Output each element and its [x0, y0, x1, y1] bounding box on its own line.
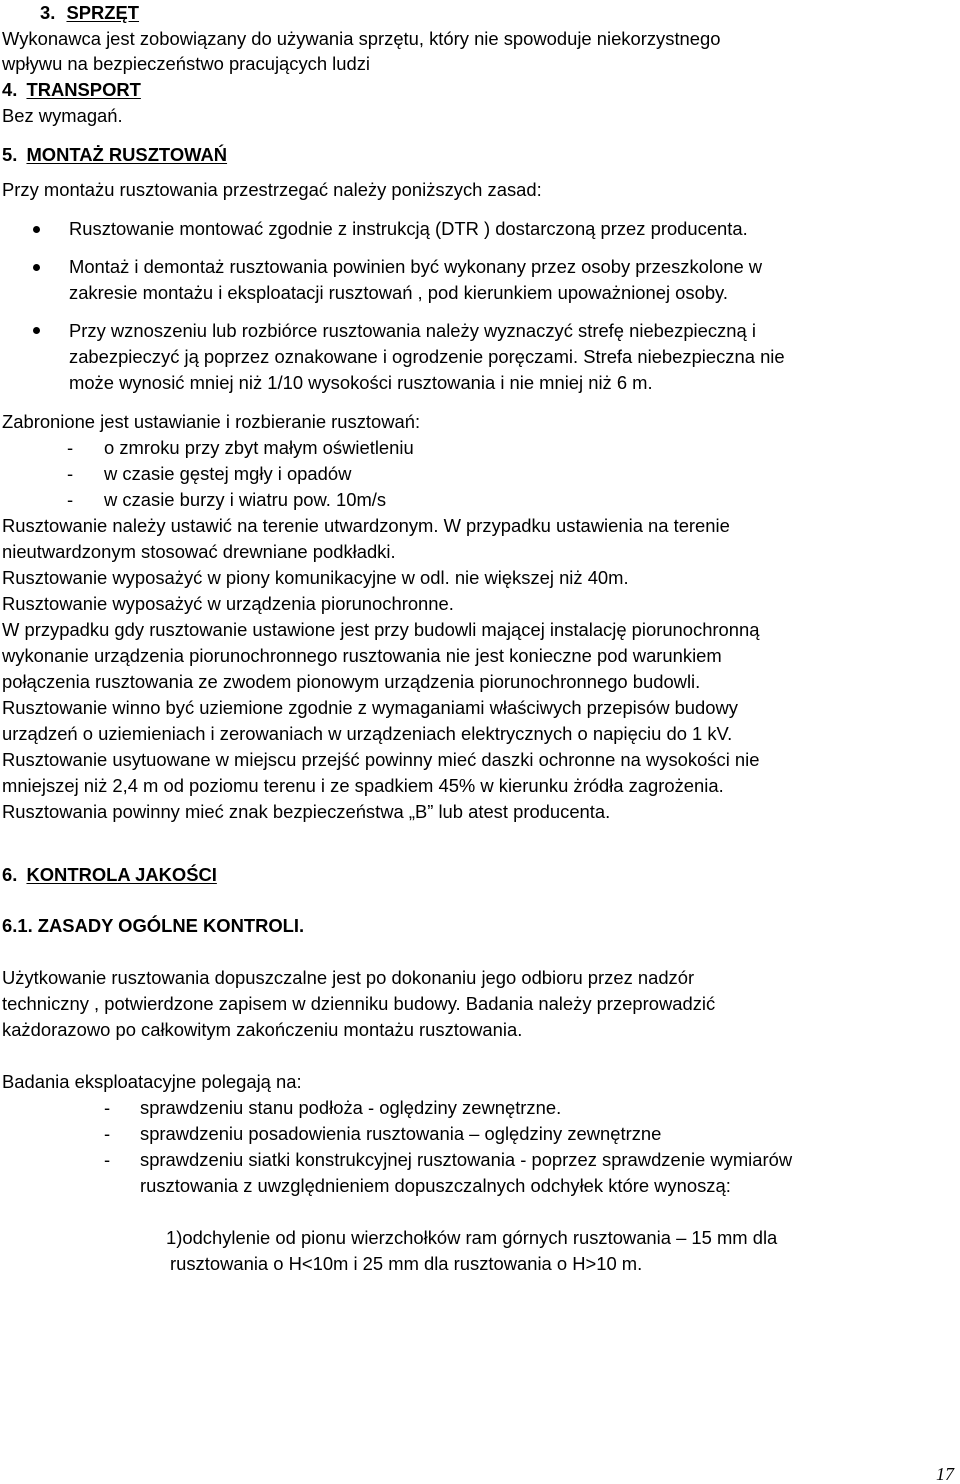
- dash-marker: -: [67, 437, 74, 458]
- section-6-title: KONTROLA JAKOŚCI: [26, 864, 217, 885]
- rule-line: Rusztowanie usytuowane w miejscu przejść powinny mieć daszki ochronne na wysokości nie: [2, 749, 760, 770]
- paragraph-line: techniczny , potwierdzone zapisem w dzienniku budowy. Badania należy przeprowadzić: [2, 993, 716, 1014]
- section-5-heading: [2, 146, 227, 164]
- section-4-title: TRANSPORT: [26, 79, 141, 100]
- section-3-number: 3.: [40, 2, 56, 23]
- rule-bullet-line: Montaż i demontaż rusztowania powinien być wykonany przez osoby przeszkolone w: [69, 256, 763, 277]
- rule-bullet-line: może wynosić mniej niż 1/10 wysokości rusztowania i nie mniej niż 6 m.: [69, 372, 653, 393]
- rule-line: nieutwardzonym stosować drewniane podkładki.: [2, 541, 396, 562]
- section-4-heading: [2, 81, 141, 99]
- section-4-number: 4.: [2, 79, 18, 100]
- paragraph-line: każdorazowo po całkowitym zakończeniu montażu rusztowania.: [2, 1019, 523, 1040]
- rule-line: połączenia rusztowania ze zwodem pionowym urządzenia piorunochronnego budowli.: [2, 671, 701, 692]
- bullet-icon: [33, 327, 40, 334]
- rule-line: urządzeń o uziemieniach i zerowaniach w urządzeniach elektrycznych o napięciu do 1 kV.: [2, 723, 733, 744]
- rule-line: Rusztowania powinny mieć znak bezpieczeństwa „B” lub atest producenta.: [2, 801, 611, 822]
- rule-bullet-line: Przy wznoszeniu lub rozbiórce rusztowania należy wyznaczyć strefę niebezpieczną i: [69, 320, 756, 341]
- section-3-title: SPRZĘT: [66, 2, 140, 23]
- section-5-title: MONTAŻ RUSZTOWAŃ: [26, 144, 228, 165]
- section-5-intro: Przy montażu rusztowania przestrzegać należy poniższych zasad:: [2, 179, 542, 200]
- rule-line: mniejszej niż 2,4 m od poziomu terenu i ze spadkiem 45% w kierunku żródła zagrożenia.: [2, 775, 724, 796]
- rule-line: Rusztowanie wyposażyć w piony komunikacyjne w odl. nie większej niż 40m.: [2, 567, 629, 588]
- bullet-icon: [33, 264, 40, 271]
- page-number: 17: [936, 1464, 954, 1484]
- rule-bullet-line: Rusztowanie montować zgodnie z instrukcją (DTR ) dostarczoną przez producenta.: [69, 218, 748, 239]
- test-item-line: rusztowania z uwzględnieniem dopuszczalnych odchyłek które wynoszą:: [140, 1175, 731, 1196]
- tolerance-line: rusztowania o H<10m i 25 mm dla rusztowania o H>10 m.: [170, 1253, 643, 1274]
- tests-intro: Badania eksploatacyjne polegają na:: [2, 1071, 302, 1092]
- section-3-text-line: wpływu na bezpieczeństwo pracujących ludzi: [2, 53, 371, 74]
- section-5-number: 5.: [2, 144, 18, 165]
- rule-bullet-line: zabezpieczyć ją poprzez oznakowane i ogrodzenie poręczami. Strefa niebezpieczna nie: [69, 346, 785, 367]
- test-item-line: sprawdzeniu stanu podłoża - oględziny zewnętrzne.: [140, 1097, 562, 1118]
- subsection-6-1-heading: 6.1. ZASADY OGÓLNE KONTROLI.: [2, 915, 305, 936]
- prohibited-item: w czasie gęstej mgły i opadów: [104, 463, 352, 484]
- dash-marker: -: [104, 1097, 111, 1118]
- dash-marker: -: [104, 1149, 111, 1170]
- bullet-icon: [33, 226, 40, 233]
- dash-marker: -: [67, 463, 74, 484]
- prohibited-item: o zmroku przy zbyt małym oświetleniu: [104, 437, 414, 458]
- rule-line: Rusztowanie winno być uziemione zgodnie z wymaganiami właściwych przepisów budowy: [2, 697, 738, 718]
- section-3-text-line: Wykonawca jest zobowiązany do używania sprzętu, który nie spowoduje niekorzystnego: [2, 28, 721, 49]
- rule-line: Rusztowanie wyposażyć w urządzenia piorunochronne.: [2, 593, 454, 614]
- rule-line: wykonanie urządzenia piorunochronnego rusztowania nie jest konieczne pod warunkiem: [2, 645, 722, 666]
- section-4-text: Bez wymagań.: [2, 105, 123, 126]
- test-item-line: sprawdzeniu siatki konstrukcyjnej rusztowania - poprzez sprawdzenie wymiarów: [140, 1149, 793, 1170]
- tolerance-line: 1)odchylenie od pionu wierzchołków ram górnych rusztowania – 15 mm dla: [166, 1227, 778, 1248]
- paragraph-line: Użytkowanie rusztowania dopuszczalne jest po dokonaniu jego odbioru przez nadzór: [2, 967, 695, 988]
- prohibited-intro: Zabronione jest ustawianie i rozbieranie rusztowań:: [2, 411, 421, 432]
- section-6-heading: [2, 866, 217, 884]
- rule-line: Rusztowanie należy ustawić na terenie utwardzonym. W przypadku ustawienia na terenie: [2, 515, 730, 536]
- prohibited-item: w czasie burzy i wiatru pow. 10m/s: [104, 489, 387, 510]
- dash-marker: -: [104, 1123, 111, 1144]
- section-3-heading: [40, 4, 139, 22]
- rule-line: W przypadku gdy rusztowanie ustawione jest przy budowli mającej instalację piorunochronną: [2, 619, 760, 640]
- section-6-number: 6.: [2, 864, 18, 885]
- dash-marker: -: [67, 489, 74, 510]
- test-item-line: sprawdzeniu posadowienia rusztowania – oględziny zewnętrzne: [140, 1123, 662, 1144]
- rule-bullet-line: zakresie montażu i eksploatacji rusztowań , pod kierunkiem upoważnionej osoby.: [69, 282, 729, 303]
